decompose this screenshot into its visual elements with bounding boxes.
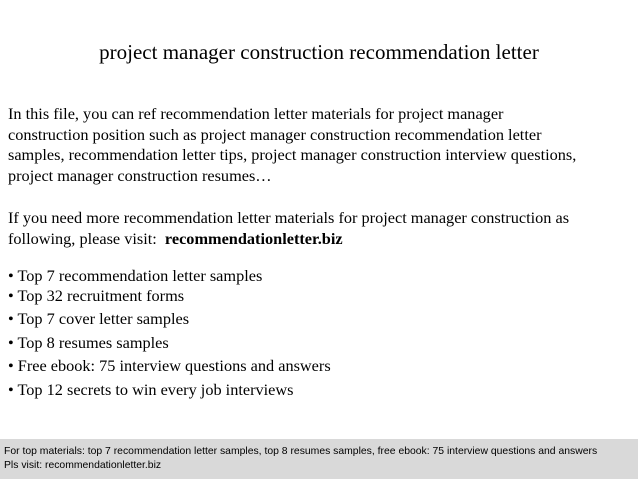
footer-line: For top materials: top 7 recommendation letter samples, top 8 resumes samples, free ebook: 75 interview questions and answers [4,446,598,457]
intro-line: samples, recommendation letter tips, project manager construction interview questions, [8,145,577,164]
bullet-item: • Top 7 cover letter samples [8,309,190,328]
visit-prefix: following, please visit: [8,228,165,248]
intro-line: project manager construction resumes… [8,165,272,185]
visit-line [8,229,633,250]
visit-paragraph [8,208,633,249]
bullet-item: • Top 7 recommendation letter samples [8,266,263,285]
visit-line: If you need more recommendation letter materials for project manager construction as [8,208,570,227]
intro-line: In this file, you can ref recommendation letter materials for project manager [8,104,504,123]
intro-paragraph [8,104,633,186]
page-title: project manager construction recommendation letter [99,40,539,64]
footer-banner [0,439,638,479]
recommendationletter-link[interactable]: recommendationletter.biz [164,228,343,248]
footer-line: Pls visit: recommendationletter.biz [4,460,162,471]
bullet-item: • Top 32 recruitment forms [8,286,185,305]
bullet-item: • Top 12 secrets to win every job interviews [8,380,294,399]
bullet-item: • Top 8 resumes samples [8,333,169,352]
bullet-item: • Free ebook: 75 interview questions and answers [8,356,331,375]
intro-line: construction position such as project manager construction recommendation letter [8,124,542,144]
